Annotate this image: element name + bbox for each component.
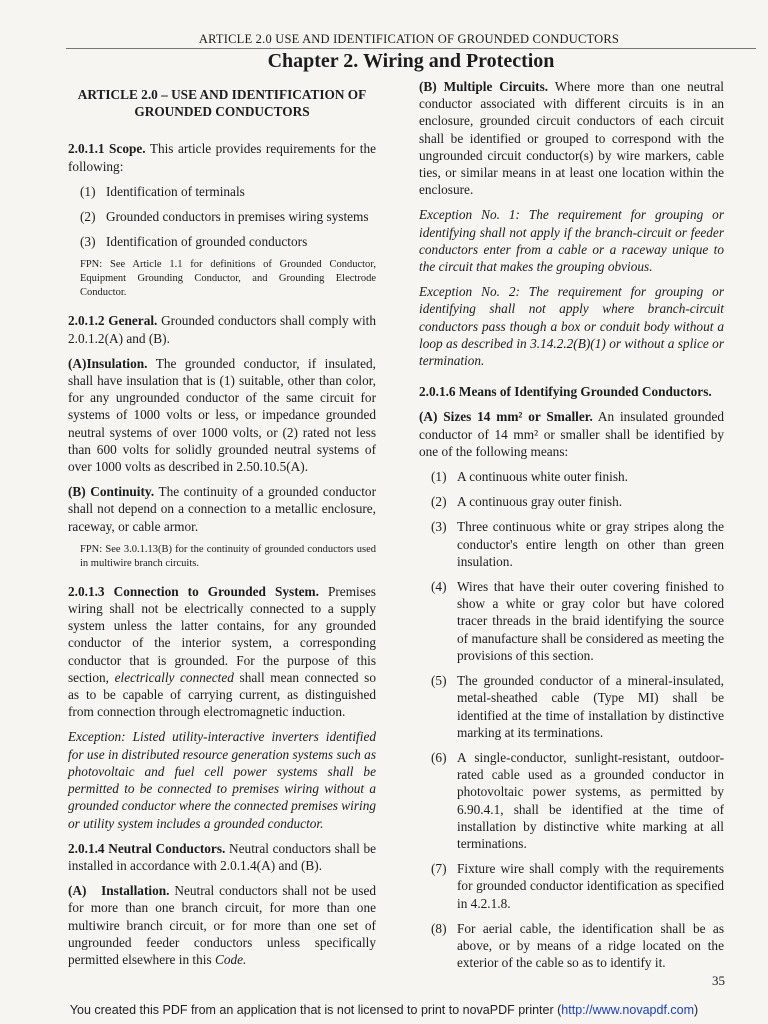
- list-number: (1): [431, 469, 447, 485]
- subsection-heading: (A) Installation.: [68, 883, 170, 899]
- section-heading: 2.0.1.6 Means of Identifying Grounded Conductors.: [419, 384, 712, 400]
- subsection-text: The grounded conductor, if insulated, shall have insulation that is (1) suitable, other than color, for any ungrounded conductor of the same circuit for systems of 1000 volts or less, or impedance grounded neutral systems of over 1000 volts, or (2) rated not less than 600 volts for solidly grounded neutral systems of over 1000 volts as described in 2.50.10.5(A).: [68, 355, 376, 475]
- list-item: [431, 518, 724, 570]
- footer-text: You created this PDF from an application that is not licensed to print to novaPDF printer (: [69, 1003, 562, 1017]
- list-text: A single-conductor, sunlight-resistant, outdoor-rated cable used as a grounded conductor in photovoltaic power systems, as permitted by 6.90.4.1, shall be identified at the time of installation by distinctive white marking at all terminations.: [457, 749, 724, 851]
- section-text: Premises wiring shall not be electrically connected to a supply system unless the latter contains, for any grounded conductor of the interior system, a corresponding conductor that is grounded. For the purpose of this section,: [68, 583, 376, 685]
- list-number: (4): [431, 579, 447, 595]
- list-text: Three continuous white or gray stripes along the conductor's entire length on other than green insulation.: [457, 519, 724, 569]
- subsection-heading: (A)Insulation.: [68, 355, 148, 371]
- right-column: [419, 78, 724, 979]
- page-number: 35: [712, 973, 725, 988]
- list-item: [431, 860, 724, 912]
- list-number: (1): [80, 183, 96, 199]
- list-item: [431, 468, 724, 485]
- list-item: [80, 208, 376, 225]
- list-text: Grounded conductors in premises wiring systems: [106, 209, 369, 225]
- list-text: The grounded conductor of a mineral-insulated, metal-sheathed cable (Type MI) shall be identified at the time of installation by distinctive marking at its terminations.: [457, 673, 724, 740]
- section-scope: [68, 140, 376, 174]
- list-item: [431, 672, 724, 741]
- subsection-text: Where more than one neutral conductor associated with different circuits is in an enclosure, grounded circuit conductors of each circuit shall be identified or grouped to correspond with the ungrounded circuit conductor(s) by wire markers, cable ties, or similar means in at least one location within the enclosure.: [419, 79, 724, 198]
- footer-link[interactable]: http://www.novapdf.com: [561, 1003, 694, 1017]
- article-title: ARTICLE 2.0 – USE AND IDENTIFICATION OF GROUNDED CONDUCTORS: [77, 87, 367, 120]
- list-item: [80, 183, 376, 200]
- section-text: shall mean connected so as to be capable of carrying current, as distinguished from connection through electromagnetic induction.: [68, 669, 376, 720]
- section-text: This article provides requirements for the following:: [68, 141, 376, 174]
- list-number: (7): [431, 861, 447, 877]
- list-item: [80, 233, 376, 250]
- list-item: [431, 920, 724, 972]
- fine-print-note: FPN: See 3.0.1.13(B) for the continuity of grounded conductors used in multiwire branch circuits.: [80, 543, 376, 569]
- list-text: Identification of grounded conductors: [106, 234, 308, 250]
- section-heading: 2.0.1.1 Scope.: [68, 141, 146, 157]
- list-number: (3): [431, 519, 447, 535]
- footer-close: ): [694, 1003, 699, 1017]
- subsection-installation: [68, 882, 376, 968]
- running-head: ARTICLE 2.0 USE AND IDENTIFICATION OF GROUNDED CONDUCTORS: [198, 32, 620, 46]
- italic-term: Code.: [214, 951, 247, 967]
- section-neutral: [68, 840, 376, 874]
- list-text: A continuous gray outer finish.: [457, 494, 623, 510]
- section-general: [68, 312, 376, 346]
- list-text: Wires that have their outer covering finished to show a white or gray color but have colored tracer threads in the braid identifying the source of manufacture shall be considered as meeting the provisions of this section.: [457, 579, 724, 663]
- list-text: For aerial cable, the identification shall be as above, or by means of a ridge located on the exterior of the cable so as to identify it.: [457, 920, 724, 971]
- subsection-continuity: [68, 483, 376, 535]
- subsection-insulation: [68, 355, 376, 475]
- subsection-text: Neutral conductors shall not be used for more than one branch circuit, for more than one multiwire branch circuit, or for more than one set of ungrounded feeder conductors unless specifically permitted elsewhere in this: [68, 883, 376, 967]
- section-text: Neutral conductors shall be installed in accordance with 2.0.1.4(A) and (B).: [68, 840, 376, 873]
- subsection-heading: (B) Continuity.: [68, 484, 155, 500]
- fine-print-note: FPN: See Article 1.1 for definitions of Grounded Conductor, Equipment Grounding Conductor, and Grounding Electrode Conductor.: [80, 259, 376, 299]
- list-text: Identification of terminals: [106, 183, 245, 199]
- subsection-heading: (B) Multiple Circuits.: [419, 79, 549, 94]
- list-text: A continuous white outer finish.: [457, 469, 628, 485]
- section-connection: [68, 583, 376, 721]
- list-number: (3): [80, 234, 96, 250]
- footer-notice: [0, 1003, 768, 1017]
- header-rule: [66, 48, 756, 49]
- subsection-text: The continuity of a grounded conductor shall not depend on a connection to a metallic enclosure, raceway, or cable armor.: [68, 484, 376, 534]
- list-number: (5): [431, 673, 447, 689]
- exception-note: Exception No. 1: The requirement for grouping or identifying shall not apply if the branch-circuit or feeder conductors enter from a cable or a raceway unique to the circuit that makes the grouping obvious.: [419, 207, 724, 275]
- list-item: [431, 749, 724, 852]
- subsection-text: An insulated grounded conductor of 14 mm² or smaller shall be identified by one of the following means:: [419, 409, 724, 459]
- list-item: [431, 493, 724, 510]
- section-text: Grounded conductors shall comply with 2.0.1.2(A) and (B).: [68, 313, 376, 346]
- left-column: [68, 86, 376, 976]
- italic-term: electrically connected: [114, 669, 234, 685]
- exception-note: Exception: Listed utility-interactive inverters identified for use in distributed resource generation systems such as photovoltaic and fuel cell power systems shall be permitted to be connected to premises wiring without a grounded conductor where the connected premises wiring or utility system includes a grounded conductor.: [68, 729, 376, 831]
- section-heading: 2.0.1.2 General.: [68, 313, 158, 329]
- list-number: (6): [431, 749, 447, 765]
- list-number: (8): [431, 920, 447, 936]
- list-item: [431, 578, 724, 664]
- subsection-heading: (A) Sizes 14 mm² or Smaller.: [419, 409, 593, 425]
- subsection-multiple-circuits: [419, 78, 724, 198]
- subsection-sizes: [419, 408, 724, 460]
- list-number: (2): [431, 494, 447, 510]
- section-heading: 2.0.1.4 Neutral Conductors.: [68, 840, 226, 856]
- list-text: Fixture wire shall comply with the requirements for grounded conductor identification as specified in 4.2.1.8.: [457, 861, 724, 911]
- list-number: (2): [80, 209, 96, 225]
- chapter-title: Chapter 2. Wiring and Protection: [267, 50, 555, 72]
- exception-note: Exception No. 2: The requirement for grouping or identifying shall not apply where branch-circuit conductors pass though a box or conduit body without a loop as described in 3.14.2.2(B)(1) or without a splice or termination.: [419, 284, 724, 369]
- section-heading: 2.0.1.3 Connection to Grounded System.: [68, 583, 319, 599]
